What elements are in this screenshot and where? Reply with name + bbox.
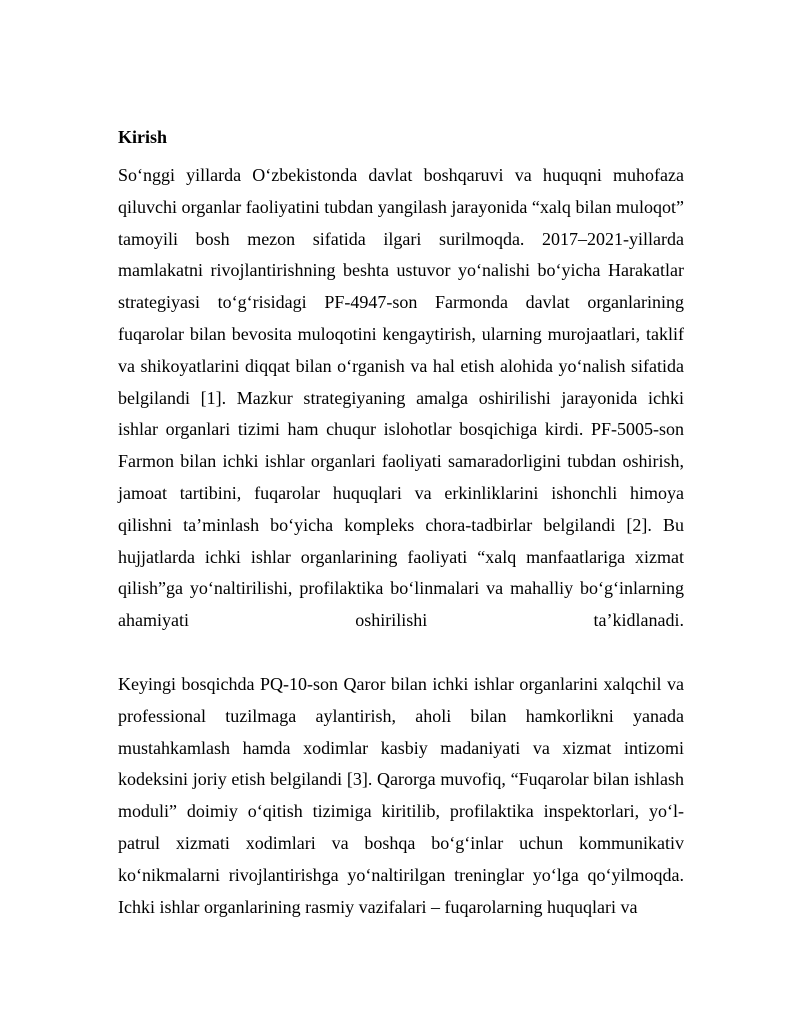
section-heading: Kirish (118, 127, 168, 147)
paragraph-2: Keyingi bosqichda PQ-10-son Qaror bilan ichki ishlar organlarini xalqchil va professional tuzilmaga aylantirish, aholi bilan hamkorlikni yanada mustahkamlash hamda xodimlar kasbiy madaniyati va xizmat intizomi kodeksini joriy etish belgilandi [3]. Qarorga muvofiq, “Fuqarolar bilan ishlash moduli” doimiy o‘qitish tizimiga kiritilib, profilaktika inspektorlari, yo‘l-patrul xizmati xodimlari va boshqa bo‘g‘inlar uchun kommunikativ ko‘nikmalarni rivojlantirishga yo‘naltirilgan treninglar yo‘lga qo‘yilmoqda. Ichki ishlar organlarining rasmiy vazifalari – fuqarolarning huquqlari va (118, 673, 684, 917)
paragraph-1: So‘nggi yillarda O‘zbekistonda davlat boshqaruvi va huquqni muhofaza qiluvchi organlar faoliyatini tubdan yangilash jarayonida “xalq bilan muloqot” tamoyili bosh mezon sifatida ilgari surilmoqda. 2017–2021-yillarda mamlakatni rivojlantirishning beshta ustuvor yo‘nalishi bo‘yicha Harakatlar strategiyasi to‘g‘risidagi PF-4947-son Farmonda davlat organlarining fuqarolar bilan bevosita muloqotini kengaytirish, ularning murojaatlari, taklif va shikoyatlarini diqqat bilan o‘rganish va hal etish alohida yo‘nalish sifatida belgilandi [1]. Mazkur strategiyaning amalga oshirilishi jarayonida ichki ishlar organlari tizimi ham chuqur islohotlar bosqichiga kirdi. PF-5005-son Farmon bilan ichki ishlar organlari faoliyati samaradorligini tubdan oshirish, jamoat tartibini, fuqarolar huquqlari va erkinliklarini ishonchli himoya qilishni ta’minlash bo‘yicha kompleks chora-tadbirlar belgilandi [2]. Bu hujjatlarda ichki ishlar organlarining faoliyati “xalq manfaatlariga xizmat qilish”ga yo‘naltirilishi, profilaktika bo‘linmalari va mahalliy bo‘g‘inlarning ahamiyati oshirilishi ta’kidlanadi. (118, 165, 684, 631)
document-body (118, 122, 684, 923)
